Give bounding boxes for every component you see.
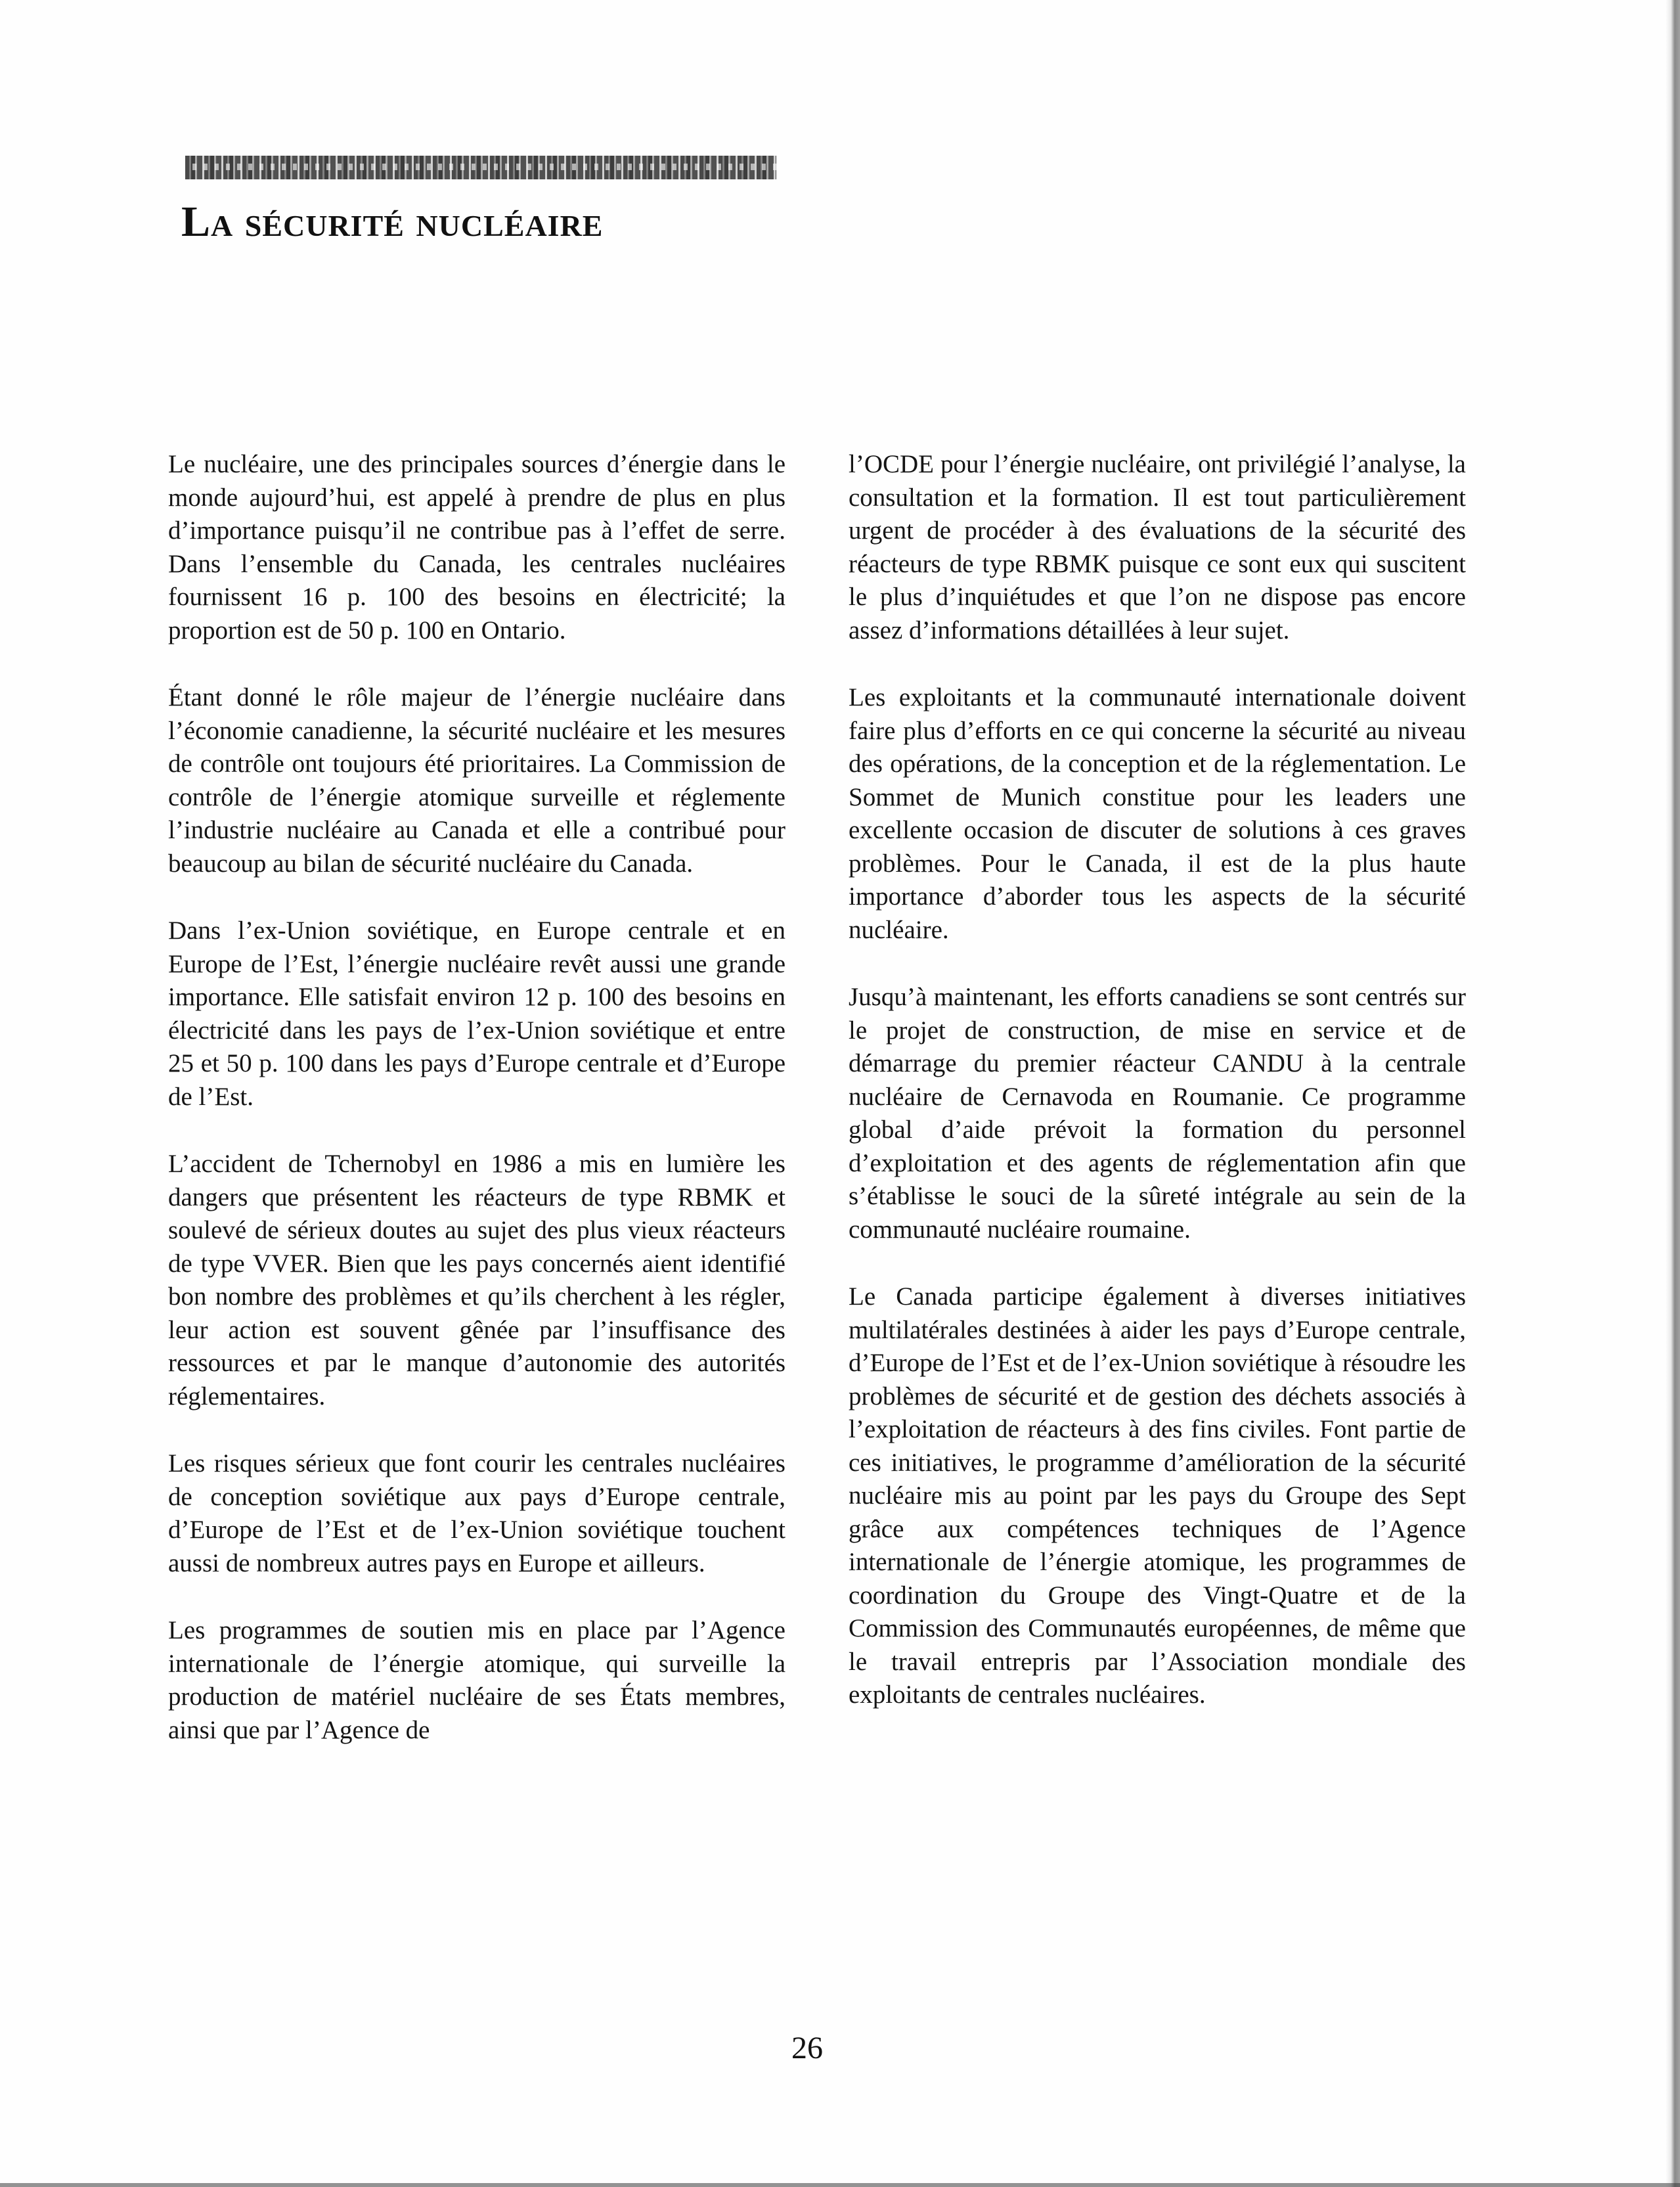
page-title: La sécurité nucléaire — [181, 198, 604, 246]
paragraph: Le Canada participe également à diverses initiatives multilatérales destinées à aider les pays d’Europe centrale, d’Europe de l’Est et de l’ex-Union soviétique à résoudre les problèmes de sécurité et de gestion des déchets associés à l’exploitation de réacteurs à des fins civiles. Font partie de ces initiatives, le programme d’amélioration de la sécurité nucléaire mis au point par les pays du Groupe des Sept grâce aux compétences techniques de l’Agence internationale de l’énergie atomique, les programmes de coordination du Groupe des Vingt-Quatre et de la Commission des Communautés européennes, de même que le travail entrepris par l’Association mondiale des exploitants de centrales nucléaires. — [849, 1282, 1466, 1709]
paragraph: l’OCDE pour l’énergie nucléaire, ont privilégié l’analyse, la consultation et la formation. Il est tout particulièrement urgent de procéder à des évaluations de la sécurité des réacteurs de type RBMK puisque ce sont eux qui suscitent le plus d’inquiétudes et que l’on ne dispose pas encore assez d’informations détaillées à leur sujet. — [849, 450, 1466, 644]
scan-edge-border — [1666, 0, 1680, 2187]
decorative-ornament-band — [185, 156, 776, 179]
paragraph: Le nucléaire, une des principales sources d’énergie dans le monde aujourd’hui, est appelé à prendre de plus en plus d’importance puisqu’il ne contribue pas à l’effet de serre. Dans l’ensemble du Canada, les centrales nucléaires fournissent 16 p. 100 des besoins en électricité; la proportion est de 50 p. 100 en Ontario. — [168, 450, 785, 644]
paragraph: Les risques sérieux que font courir les centrales nucléaires de conception soviétique aux pays d’Europe centrale, d’Europe de l’Est et de l’ex-Union soviétique touchent aussi de nombreux autres pays en Europe et ailleurs. — [168, 1449, 785, 1577]
right-column — [849, 448, 1466, 1746]
paragraph: Jusqu’à maintenant, les efforts canadiens se sont centrés sur le projet de construction, de mise en service et de démarrage du premier réacteur CANDU à la centrale nucléaire de Cernavoda en Roumanie. Ce programme global d’aide prévoit la formation du personnel d’exploitation et des agents de réglementation afin que s’établisse le souci de la sûreté intégrale au sein de la communauté nucléaire roumaine. — [849, 983, 1466, 1244]
paragraph: Dans l’ex-Union soviétique, en Europe centrale et en Europe de l’Est, l’énergie nucléaire revêt aussi une grande importance. Elle satisfait environ 12 p. 100 des besoins en électricité dans les pays de l’ex-Union soviétique et entre 25 et 50 p. 100 dans les pays d’Europe centrale et d’Europe de l’Est. — [168, 916, 785, 1111]
scan-bottom-border — [0, 2183, 1680, 2187]
paragraph: L’accident de Tchernobyl en 1986 a mis en lumière les dangers que présentent les réacteurs de type RBMK et soulevé de sérieux doutes au sujet des plus vieux réacteurs de type VVER. Bien que les pays concernés aient identifié bon nombre des problèmes et qu’ils cherchent à les régler, leur action est souvent gênée par l’insuffisance des ressources et par le manque d’autonomie des autorités réglementaires. — [168, 1150, 785, 1410]
paragraph: Les programmes de soutien mis en place par l’Agence internationale de l’énergie atomique, qui surveille la production de matériel nucléaire de ses États membres, ainsi que par l’Agence de — [168, 1616, 785, 1744]
paragraph: Étant donné le rôle majeur de l’énergie nucléaire dans l’économie canadienne, la sécurité nucléaire et les mesures de contrôle ont toujours été prioritaires. La Commission de contrôle de l’énergie atomique surveille et réglemente l’industrie nucléaire au Canada et elle a contribué pour beaucoup au bilan de sécurité nucléaire du Canada. — [168, 683, 785, 878]
paragraph: Les exploitants et la communauté internationale doivent faire plus d’efforts en ce qui concerne la sécurité au niveau des opérations, de la conception et de la réglementation. Le Sommet de Munich constitue pour les leaders une excellente occasion de discuter de solutions à ces graves problèmes. Pour le Canada, il est de la plus haute importance d’aborder tous les aspects de la sécurité nucléaire. — [849, 683, 1466, 944]
left-column — [168, 448, 785, 1781]
page-number: 26 — [791, 2031, 823, 2065]
